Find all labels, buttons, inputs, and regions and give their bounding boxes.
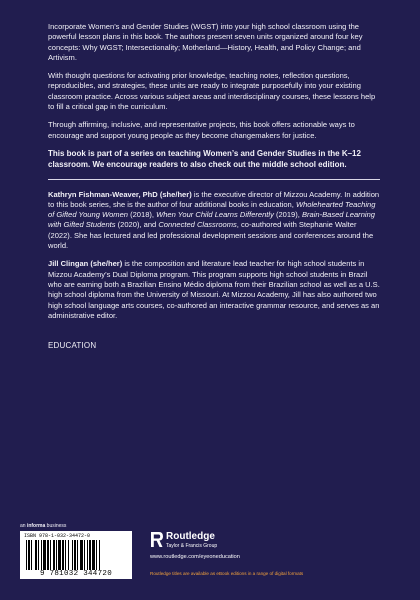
book-title: When Your Child Learns Differently: [156, 210, 274, 220]
isbn-label: ISBN 978-1-032-34472-0: [24, 533, 91, 539]
barcode-bar: [74, 540, 76, 570]
barcode-bar: [87, 540, 88, 570]
description-paragraph-3: Through affirming, inclusive, and representative projects, this book offers actionable ways to encourage and support young people as they become changemakers for justice.: [48, 120, 355, 140]
description-paragraph-1: Incorporate Women’s and Gender Studies (WGST) into your high school classroom using the powerful lesson plans in this book. The authors present seven units organized around four key concepts: Why WGST; Intersectionality; Motherland—History, Health, and Policy Change; and Artivism.: [48, 22, 363, 62]
informa-tag: [20, 523, 66, 529]
barcode-bar: [96, 540, 97, 570]
barcode-bar: [92, 540, 95, 570]
informa-suffix: business: [45, 523, 67, 529]
routledge-logo-icon: [150, 532, 163, 547]
isbn-number: 9 781032 344720: [39, 570, 112, 578]
barcode-bar: [35, 540, 37, 570]
barcode-bar: [62, 540, 64, 570]
bio-text: (2018),: [128, 210, 157, 220]
bio-text: is the composition and literature lead teacher for high school students in Mizzou Academy’s Dual Diploma program. This program supports high school students in Brazil who are earning both a Brazilian Ensino Médio diploma from their Brazilian school as well as a U.S. high school diploma from the University of Missouri. At Mizzou Academy, Jill has also authored two high school language arts courses, co-authored an interactive grammar resource, and serves as an administrative editor.: [48, 259, 380, 320]
barcode-bar: [47, 540, 49, 570]
subject-category: EDUCATION: [48, 341, 97, 351]
cover-copy: [48, 22, 380, 351]
barcode-bar: [41, 540, 42, 570]
barcode-bar: [77, 540, 78, 570]
barcode-bar: [26, 540, 27, 570]
barcode-bar: [58, 540, 61, 570]
bio-text: is the executive director of Mizzou Academy. In addition to this book series, she is the author of four additional books in education,: [48, 189, 380, 209]
cover-footer: [20, 523, 400, 581]
author-name-jill: Jill Clingan (she/her): [48, 259, 123, 269]
barcode-bar: [31, 540, 32, 570]
author-name-kathryn: Kathryn Fishman-Weaver, PhD (she/her): [48, 189, 192, 199]
book-title: Brain-Based Learning with Gifted Students: [48, 210, 375, 230]
barcode-bar: [89, 540, 91, 570]
barcode-bar: [43, 540, 46, 570]
informa-prefix: an: [20, 523, 27, 529]
barcode-bar: [50, 540, 51, 570]
barcode-bar: [80, 540, 83, 570]
publisher-group: Taylor & Francis Group: [166, 543, 218, 549]
book-title: Connected Classrooms: [158, 220, 237, 230]
barcode-bar: [65, 540, 66, 570]
publisher-name: Routledge: [166, 531, 215, 542]
barcode-bar: [53, 540, 55, 570]
description-paragraph-2: With thought questions for activating prior knowledge, teaching notes, reflection questions, reproducibles, and strategies, these units are ready to integrate purposefully into your existing classroom practice. Across various subject areas and interdisciplinary courses, these lessons help to fill a critical gap in the curriculum.: [48, 71, 376, 112]
barcode-bar: [38, 540, 39, 570]
publisher-url: www.routledge.com/eyeoneducation: [150, 554, 240, 560]
author-bio-jill: [48, 259, 380, 321]
informa-brand: informa: [26, 523, 46, 529]
ebook-note: Routledge titles are available as eBook editions in a range of digital formats: [150, 571, 304, 576]
barcode-bar: [68, 540, 69, 570]
barcode-box: [20, 531, 132, 579]
bio-text: , co-authored with Stephanie Walter (2022). She has lectured and led professional development sessions and conferences around the world.: [48, 220, 374, 251]
author-bio-kathryn: [48, 190, 380, 252]
bio-text: (2019),: [273, 210, 302, 220]
barcode-icon: [26, 540, 126, 570]
book-title: Wholehearted Teaching of Gifted Young Women: [48, 199, 376, 220]
bio-text: (2020), and: [115, 220, 159, 230]
divider: [48, 179, 380, 180]
barcode-bar: [56, 540, 57, 570]
barcode-bar: [84, 540, 85, 570]
barcode-bar: [99, 540, 100, 570]
series-note: This book is part of a series on teaching Women’s and Gender Studies in the K–12 classroom. We encourage readers to also check out the middle school edition.: [48, 148, 361, 169]
barcode-bar: [28, 540, 30, 570]
barcode-bar: [72, 540, 73, 570]
